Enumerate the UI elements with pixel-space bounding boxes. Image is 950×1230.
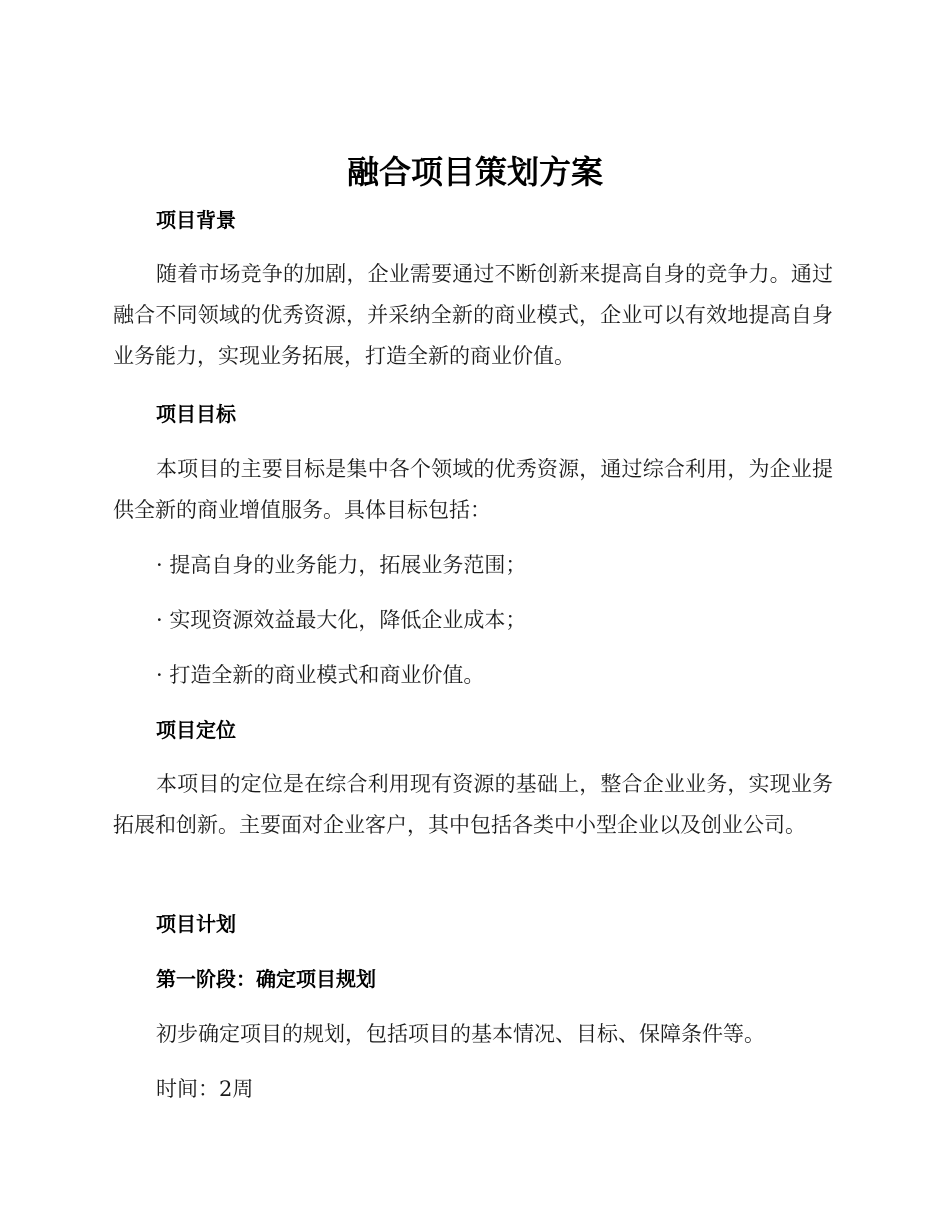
positioning-paragraph: 本项目的定位是在综合利用现有资源的基础上，整合企业业务，实现业务拓展和创新。主要面对企业客户，其中包括各类中小型企业以及创业公司。 [113, 772, 833, 837]
section-heading-goals: 项目目标 [156, 402, 236, 426]
background-paragraph: 随着市场竞争的加剧，企业需要通过不断创新来提高自身的竞争力。通过融合不同领域的优秀资源，并采纳全新的商业模式，企业可以有效地提高自身业务能力，实现业务拓展，打造全新的商业价值。 [113, 262, 833, 368]
phase1-description: 初步确定项目的规划，包括项目的基本情况、目标、保障条件等。 [156, 1022, 765, 1046]
phase1-heading: 第一阶段：确定项目规划 [156, 967, 376, 991]
section-heading-background: 项目背景 [156, 208, 236, 232]
phase1-time: 时间：2周 [156, 1077, 254, 1101]
section-heading-positioning: 项目定位 [156, 718, 236, 742]
goal-list-item: · 打造全新的商业模式和商业价值。 [156, 663, 485, 687]
document-title: 融合项目策划方案 [346, 153, 603, 191]
goal-list-item: · 实现资源效益最大化，降低企业成本； [156, 608, 527, 632]
section-heading-plan: 项目计划 [156, 912, 236, 936]
goal-list-item: · 提高自身的业务能力，拓展业务范围； [156, 553, 527, 577]
goals-paragraph: 本项目的主要目标是集中各个领域的优秀资源，通过综合利用，为企业提供全新的商业增值服务。具体目标包括： [113, 457, 833, 522]
